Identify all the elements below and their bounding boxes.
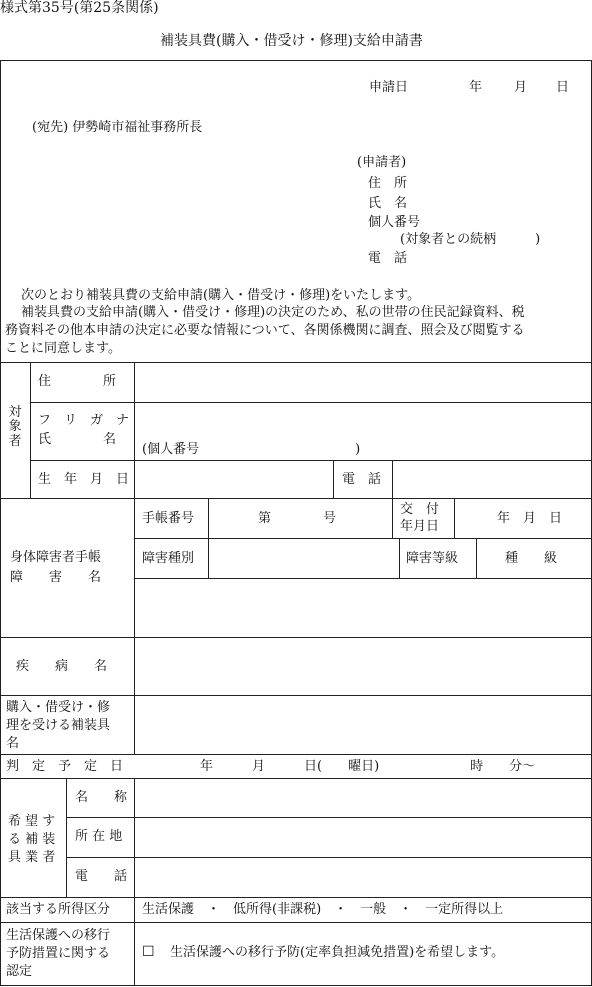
addressee: (宛先) 伊勢崎市福祉事務所長 [32,120,203,135]
date-month-field[interactable]: 月 [514,80,528,95]
disability-grade-label: 障害等級 [406,551,459,566]
device-label-line2: 理を受ける補装具 [6,718,111,733]
subject-side-label: 対 象 者 [8,405,22,449]
transition-checkbox[interactable]: ☐ [142,944,155,960]
dealer-side-label-2: る 補 装 [8,832,56,847]
dealer-side-label-1: 希 望 す [8,814,56,829]
handbook-number-field[interactable]: 第 号 [258,511,337,526]
disability-name-label: 障 害 名 [10,570,102,585]
subject-id-number-field[interactable]: (個人番号 ) [142,442,361,457]
judgment-date-label: 判 定 予 定 日 [6,759,124,774]
dealer-location-label: 所 在 地 [75,829,123,844]
dealer-location-field[interactable] [135,818,591,857]
applicant-label: (申請者) [357,155,407,170]
dealer-name-field[interactable] [135,779,591,817]
form-title: 補装具費(購入・借受け・修理)支給申請書 [160,33,423,49]
issue-date-field[interactable]: 年 月 日 [497,511,563,526]
statement-consent-line3: ことに同意します。 [5,341,121,356]
dealer-side-label-3: 具 業 者 [8,850,56,865]
subject-birthdate-label: 生 年 月 日 [38,472,130,487]
applicant-name-label[interactable]: 氏 名 [368,196,408,211]
device-label-line3: 名 [6,736,20,751]
subject-furigana-label: フ リ ガ ナ [38,413,130,428]
handbook-label: 身体障害者手帳 [10,550,102,565]
disease-field[interactable] [135,638,591,694]
form-number: 様式第35号(第25条関係) [0,0,159,16]
disease-label: 疾 病 名 [16,659,108,674]
date-year-field[interactable]: 年 [469,80,483,95]
subject-phone-label: 電 話 [342,472,382,487]
date-day-field[interactable]: 日 [556,80,570,95]
income-category-label: 該当する所得区分 [6,902,111,917]
issue-date-label-2: 年月日 [400,519,440,534]
handbook-number-label: 手帳番号 [142,511,195,526]
judgment-date-field[interactable]: 年 月 日( 曜日) 時 分～ [200,759,536,774]
dealer-phone-field[interactable] [135,858,591,897]
subject-address-field[interactable] [135,363,591,402]
applicant-phone-label[interactable]: 電 話 [368,251,408,266]
income-category-options[interactable]: 生活保護 ・ 低所得(非課税) ・ 一般 ・ 一定所得以上 [142,902,504,917]
disability-type-field[interactable] [209,539,398,578]
issue-date-label-1: 交 付 [400,502,440,517]
disability-name-field[interactable] [135,579,591,636]
transition-label-line3: 認定 [6,964,33,979]
subject-address-label: 住 所 [38,374,117,389]
applicant-relation-label[interactable]: (対象者との続柄 ) [400,232,541,247]
dealer-name-label: 名 称 [75,790,128,805]
transition-label-line1: 生活保護への移行 [6,928,111,943]
applicant-address-label[interactable]: 住 所 [368,176,408,191]
device-field[interactable] [135,696,591,753]
transition-label-line2: 予防措置に関する [6,946,111,961]
applicant-id-number-label[interactable]: 個人番号 [368,215,421,230]
disability-type-label: 障害種別 [142,551,195,566]
dealer-phone-label: 電 話 [75,869,128,884]
statement-consent-line2: 務資料その他本申請の決定に必要な情報について、各関係機関に調査、照会及び閲覧する [5,323,525,338]
disability-grade-field[interactable]: 種 級 [505,551,558,566]
date-label: 申請日 [369,80,409,95]
statement-apply: 次のとおり補装具費の支給申請(購入・借受け・修理)をいたします。 [21,288,421,303]
transition-text: 生活保護への移行予防(定率負担減免措置)を希望します。 [170,945,505,960]
device-label-line1: 購入・借受け・修 [6,700,111,715]
subject-name-label: 氏 名 [38,432,117,447]
statement-consent-line1: 補装具費の支給申請(購入・借受け・修理)の決定のため、私の世帯の住民記録資料、税 [21,305,525,320]
